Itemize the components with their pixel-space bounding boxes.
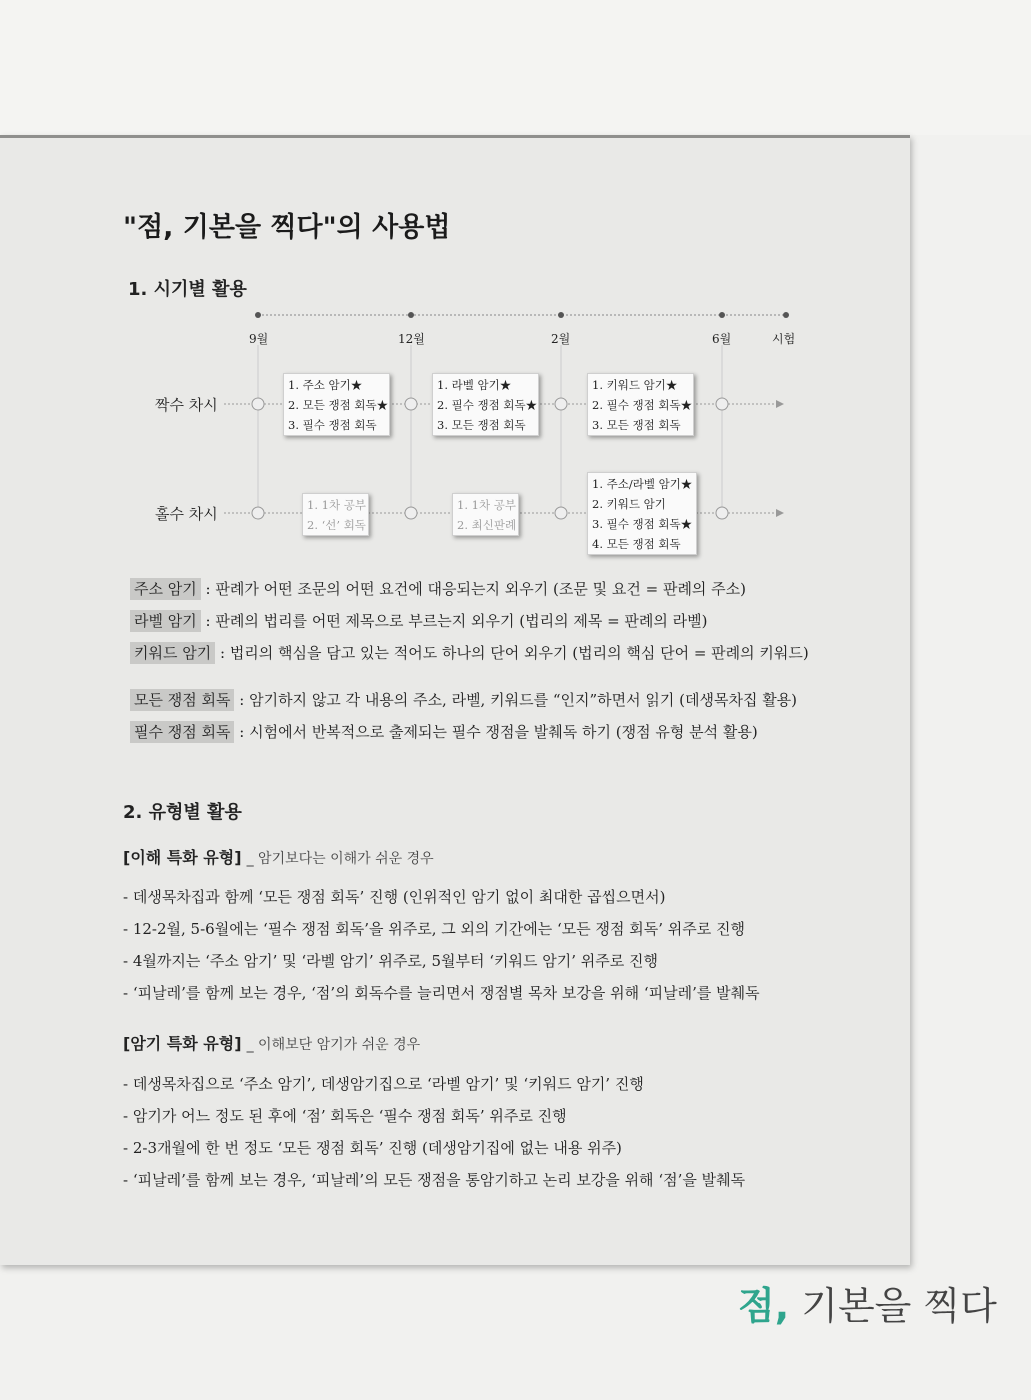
node-even-6 <box>716 398 728 410</box>
node-odd-9 <box>252 507 264 519</box>
node-odd-2 <box>555 507 567 519</box>
plan-box-line: 2. 필수 쟁점 회독★ <box>437 398 538 412</box>
plan-box-line: 3. 모든 쟁점 회독 <box>437 418 526 432</box>
node-even-12 <box>405 398 417 410</box>
list-item: - ‘피날레’를 함께 보는 경우, ‘점’의 회독수를 늘리면서 쟁점별 목차 보강을 위해 ‘피날레’를 발췌독 <box>123 984 760 1002</box>
type-heading-memorization <box>123 1031 420 1054</box>
definition-label <box>130 610 708 631</box>
row-label-odd: 홀수 차시 <box>155 505 218 523</box>
list-item: - 2-3개월에 한 번 정도 ‘모든 쟁점 회독’ 진행 (데생암기집에 없는 내용 위주) <box>123 1139 622 1157</box>
type-heading-title: [암기 특화 유형] <box>123 1034 242 1053</box>
plan-box-line: 1. 주소/라벨 암기★ <box>592 477 693 491</box>
axis-dot-12 <box>408 312 414 318</box>
month-label-12: 12월 <box>398 332 425 346</box>
list-item: - 12-2월, 5-6월에는 ‘필수 쟁점 회독’을 위주로, 그 외의 기간에는 ‘모든 쟁점 회독’ 위주로 진행 <box>123 920 745 938</box>
node-even-2 <box>555 398 567 410</box>
plan-box-line: 2. 키워드 암기 <box>592 497 666 511</box>
node-even-9 <box>252 398 264 410</box>
axis-dot-6 <box>719 312 725 318</box>
plan-box-line: 3. 필수 쟁점 회독★ <box>592 517 693 531</box>
plan-box-odd-3 <box>587 472 697 555</box>
page-title: "점, 기본을 찍다"의 사용법 <box>123 212 451 243</box>
plan-box-line: 2. 필수 쟁점 회독★ <box>592 398 693 412</box>
node-odd-12 <box>405 507 417 519</box>
month-label-6: 6월 <box>712 332 732 346</box>
month-label-2: 2월 <box>551 332 571 346</box>
definition-text: : 판례의 법리를 어떤 제목으로 부르는지 외우기 (법리의 제목 = 판례의 라벨) <box>205 612 708 630</box>
definition-text: : 법리의 핵심을 담고 있는 적어도 하나의 단어 외우기 (법리의 핵심 단어 = 판례의 키워드) <box>220 644 809 662</box>
section-heading-type: 2. 유형별 활용 <box>123 802 242 823</box>
definition-tag: 주소 암기 <box>130 578 201 600</box>
plan-box-even-2 <box>432 373 539 436</box>
definition-tag: 모든 쟁점 회독 <box>130 689 234 711</box>
definition-tag: 필수 쟁점 회독 <box>130 721 234 743</box>
row-arrow-odd <box>776 509 784 517</box>
axis-dot-exam <box>783 312 789 318</box>
type-heading-note: _ 암기보다는 이해가 쉬운 경우 <box>246 851 434 867</box>
axis-dot-9 <box>255 312 261 318</box>
brand-logo-mark: 점, <box>738 1284 790 1328</box>
definition-all-issues <box>130 689 797 710</box>
plan-box-line: 2. ‘선’ 회독 <box>307 518 366 532</box>
axis-dot-2 <box>558 312 564 318</box>
type-heading-note: _ 이해보단 암기가 쉬운 경우 <box>246 1037 421 1053</box>
section-heading-timing: 1. 시기별 활용 <box>128 279 247 300</box>
plan-box-line: 4. 모든 쟁점 회독 <box>592 537 681 551</box>
list-item: - 데생목차집과 함께 ‘모든 쟁점 회독’ 진행 (인위적인 암기 없이 최대한 곱씹으면서) <box>123 888 666 906</box>
plan-box-line: 1. 키워드 암기★ <box>592 378 678 392</box>
list-item: - 데생목차집으로 ‘주소 암기’, 데생암기집으로 ‘라벨 암기’ 및 ‘키워드 암기’ 진행 <box>123 1075 644 1093</box>
list-item: - 4월까지는 ‘주소 암기’ 및 ‘라벨 암기’ 위주로, 5월부터 ‘키워드 암기’ 위주로 진행 <box>123 952 658 970</box>
definition-keyword <box>130 642 809 663</box>
row-arrow-even <box>776 400 784 408</box>
plan-box-line: 2. 모든 쟁점 회독★ <box>288 398 389 412</box>
plan-box-line: 3. 필수 쟁점 회독 <box>288 418 377 432</box>
brand-logo <box>738 1275 997 1330</box>
month-label-9: 9월 <box>249 332 269 346</box>
definition-required-issues <box>130 721 758 742</box>
plan-box-line: 1. 1차 공부 <box>457 498 516 512</box>
plan-box-even-1 <box>283 373 390 436</box>
brand-logo-text: 기본을 찍다 <box>801 1284 997 1328</box>
definition-address <box>130 578 746 599</box>
definition-text: : 암기하지 않고 각 내용의 주소, 라벨, 키워드를 “인지”하면서 읽기 (데생목차집 활용) <box>239 691 798 709</box>
plan-box-line: 3. 모든 쟁점 회독 <box>592 418 681 432</box>
definition-tag: 라벨 암기 <box>130 610 201 632</box>
type-heading-understanding <box>123 845 434 868</box>
month-label-exam: 시험 <box>772 332 796 346</box>
plan-box-line: 1. 1차 공부 <box>307 498 366 512</box>
timeline-diagram <box>0 0 910 560</box>
row-label-even: 짝수 차시 <box>155 396 218 414</box>
definition-text: : 판례가 어떤 조문의 어떤 요건에 대응되는지 외우기 (조문 및 요건 = 판례의 주소) <box>205 580 747 598</box>
list-item: - ‘피날레’를 함께 보는 경우, ‘피날레’의 모든 쟁점을 통암기하고 논리 보강을 위해 ‘점’을 발췌독 <box>123 1171 746 1189</box>
plan-box-line: 1. 주소 암기★ <box>288 378 363 392</box>
plan-box-line: 2. 최신판례 <box>457 518 517 532</box>
definition-tag: 키워드 암기 <box>130 642 215 664</box>
node-odd-6 <box>716 507 728 519</box>
plan-box-even-3 <box>587 373 694 436</box>
plan-box-odd-2 <box>452 493 519 536</box>
definition-text: : 시험에서 반복적으로 출제되는 필수 쟁점을 발췌독 하기 (쟁점 유형 분석 활용) <box>239 723 758 741</box>
plan-box-odd-1 <box>302 493 369 536</box>
type-heading-title: [이해 특화 유형] <box>123 848 242 867</box>
plan-box-line: 1. 라벨 암기★ <box>437 378 512 392</box>
list-item: - 암기가 어느 정도 된 후에 ‘점’ 회독은 ‘필수 쟁점 회독’ 위주로 진행 <box>123 1107 567 1125</box>
